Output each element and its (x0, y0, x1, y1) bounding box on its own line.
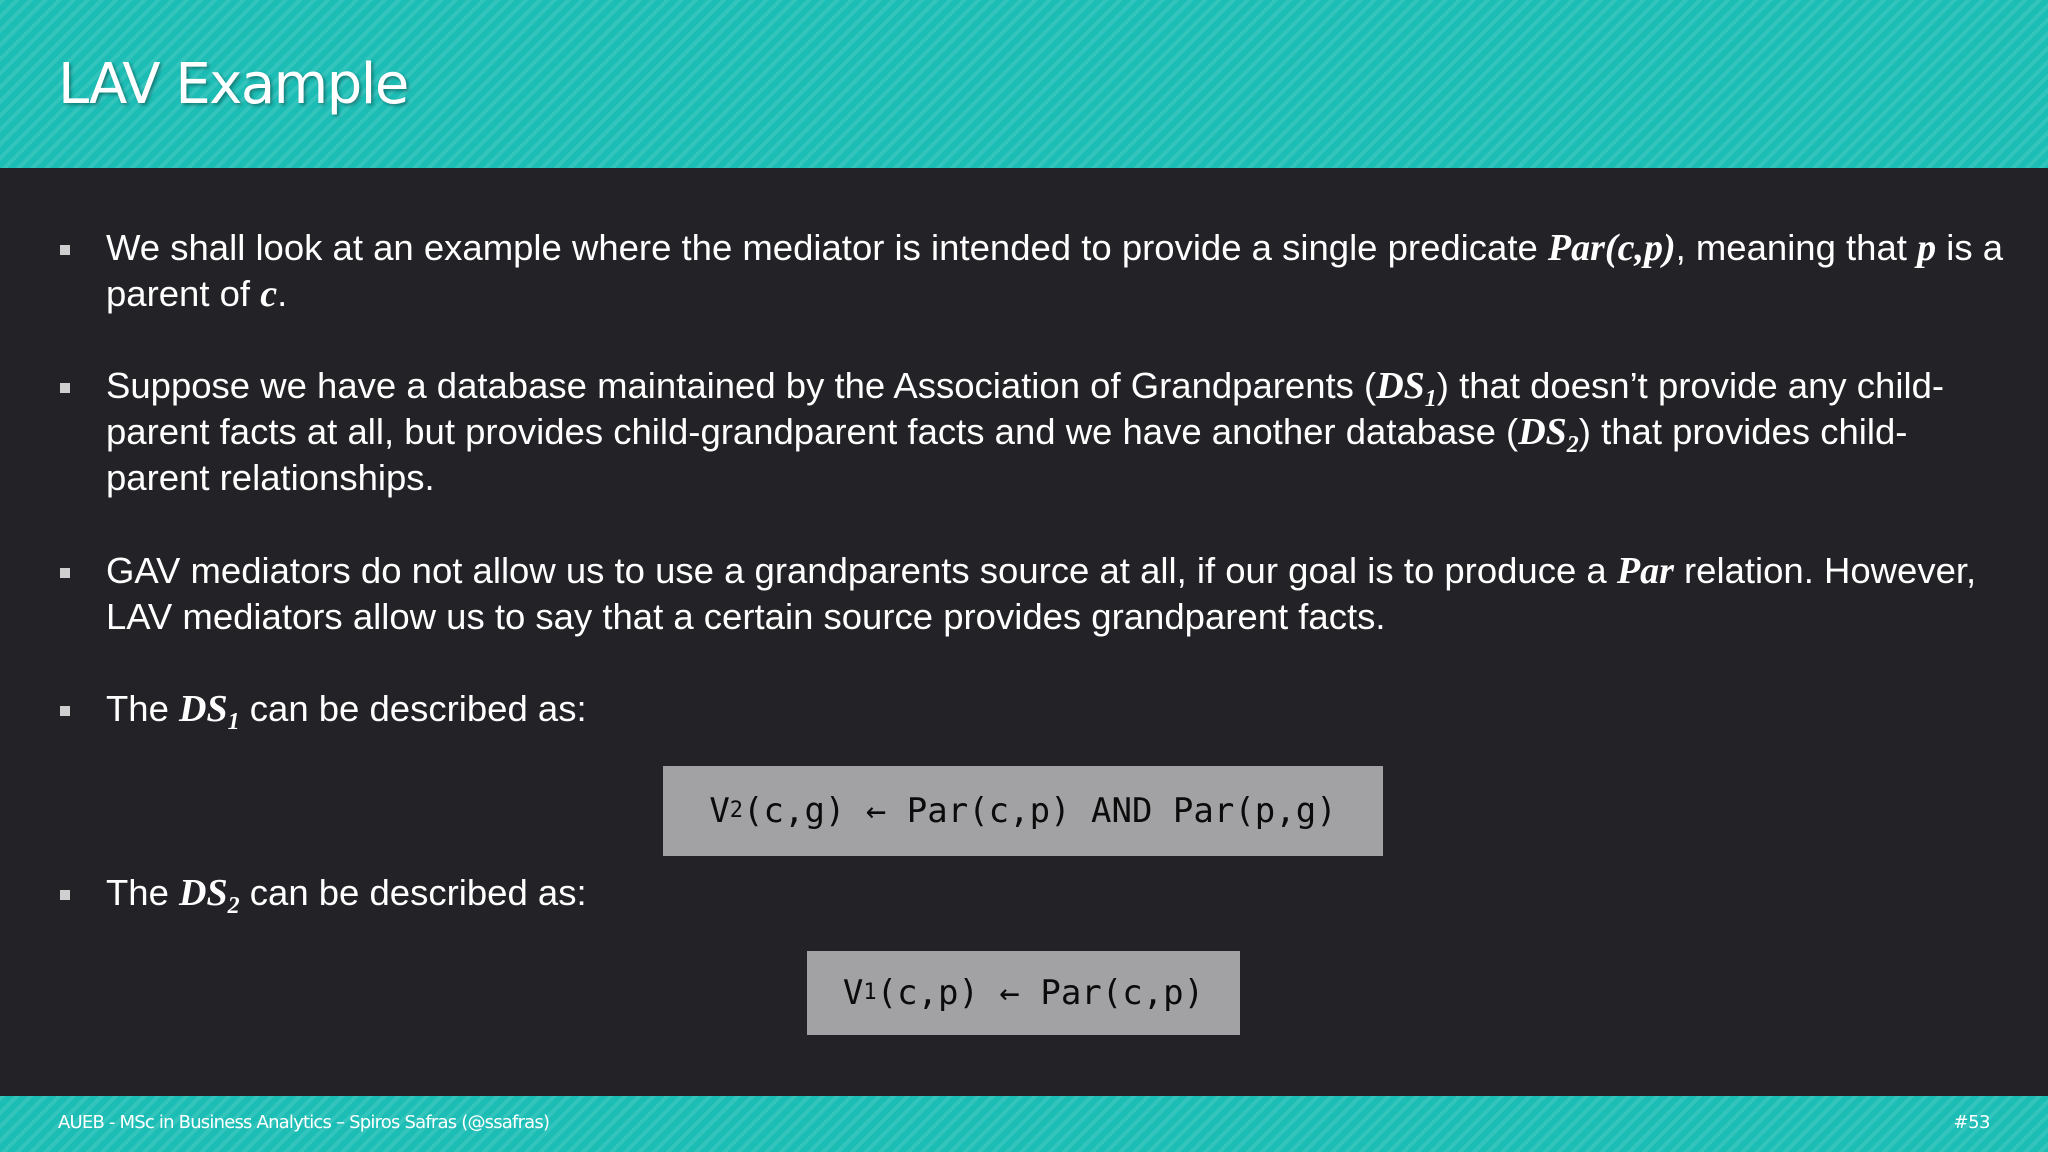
footer-band (0, 1096, 2048, 1152)
math-ds-label: DS (1376, 365, 1425, 407)
math-ds-label: DS (1518, 411, 1567, 453)
text-segment: ) that doesn’t provide any child-parent facts at all, but provides child-grandparent facts and we have another database ( (106, 365, 1945, 452)
math-ds-subscript: 1 (227, 709, 240, 735)
math-c: c (260, 273, 278, 315)
bullet-marker (60, 706, 70, 716)
math-p: p (1917, 227, 1937, 269)
text-segment: GAV mediators do not allow us to use a grandparents source at all, if our goal is to produce a (106, 550, 1617, 591)
formula-body: (c,p) ← Par(c,p) (876, 973, 1205, 1013)
formula-box-v2: V 2 (c,g) ← Par(c,p) AND Par(p,g) (663, 766, 1383, 856)
math-par: Par (1616, 550, 1674, 592)
text-segment: relation. However, LAV mediators allow us to say that a certain source provides grandparent facts. (106, 550, 1977, 637)
bullet-marker (60, 568, 70, 578)
text-segment: Suppose we have a database maintained by the Association of Grandparents ( (106, 365, 1377, 406)
slide-title: LAV Example (58, 52, 408, 117)
bullet-marker (60, 890, 70, 900)
math-ds-subscript: 1 (1424, 386, 1437, 412)
bullet-text-5 (106, 870, 2006, 919)
text-segment: can be described as: (239, 688, 587, 729)
math-ds-label: DS (179, 688, 228, 730)
math-par-cp: Par(c,p) (1547, 227, 1676, 269)
header-band (0, 0, 2048, 168)
math-ds2 (179, 872, 240, 919)
text-segment: The (106, 688, 180, 729)
text-segment: is a parent of (106, 227, 2004, 314)
slide-number: #53 (1953, 1112, 1990, 1133)
footer-credit: AUEB - MSc in Business Analytics – Spiros Safras (@ssafras) (58, 1112, 550, 1133)
slide-content (0, 168, 2048, 1096)
math-ds2 (1518, 411, 1579, 458)
formula-head: V (842, 973, 864, 1013)
text-segment: The (106, 872, 180, 913)
math-ds1 (179, 688, 240, 735)
text-segment: . (277, 273, 288, 314)
formula-head: V (709, 791, 730, 831)
bullet-text-1 (106, 225, 2006, 317)
bullet-marker (60, 245, 70, 255)
text-segment: can be described as: (239, 872, 587, 913)
math-ds-subscript: 2 (1566, 432, 1579, 458)
bullet-text-3 (106, 548, 2006, 640)
text-segment: ) that provides child-parent relationships. (106, 411, 1908, 498)
bullet-text-2 (106, 363, 2006, 501)
math-ds-label: DS (179, 872, 228, 914)
bullet-marker (60, 383, 70, 393)
formula-box-v1: V 1 (c,p) ← Par(c,p) (807, 951, 1240, 1035)
math-ds-subscript: 2 (227, 893, 240, 919)
formula-body: (c,g) ← Par(c,p) AND Par(p,g) (743, 791, 1337, 831)
math-ds1 (1376, 365, 1437, 412)
bullet-text-4 (106, 686, 2006, 735)
text-segment: We shall look at an example where the mediator is intended to provide a single predicate (106, 227, 1548, 268)
text-segment: , meaning that (1675, 227, 1918, 268)
